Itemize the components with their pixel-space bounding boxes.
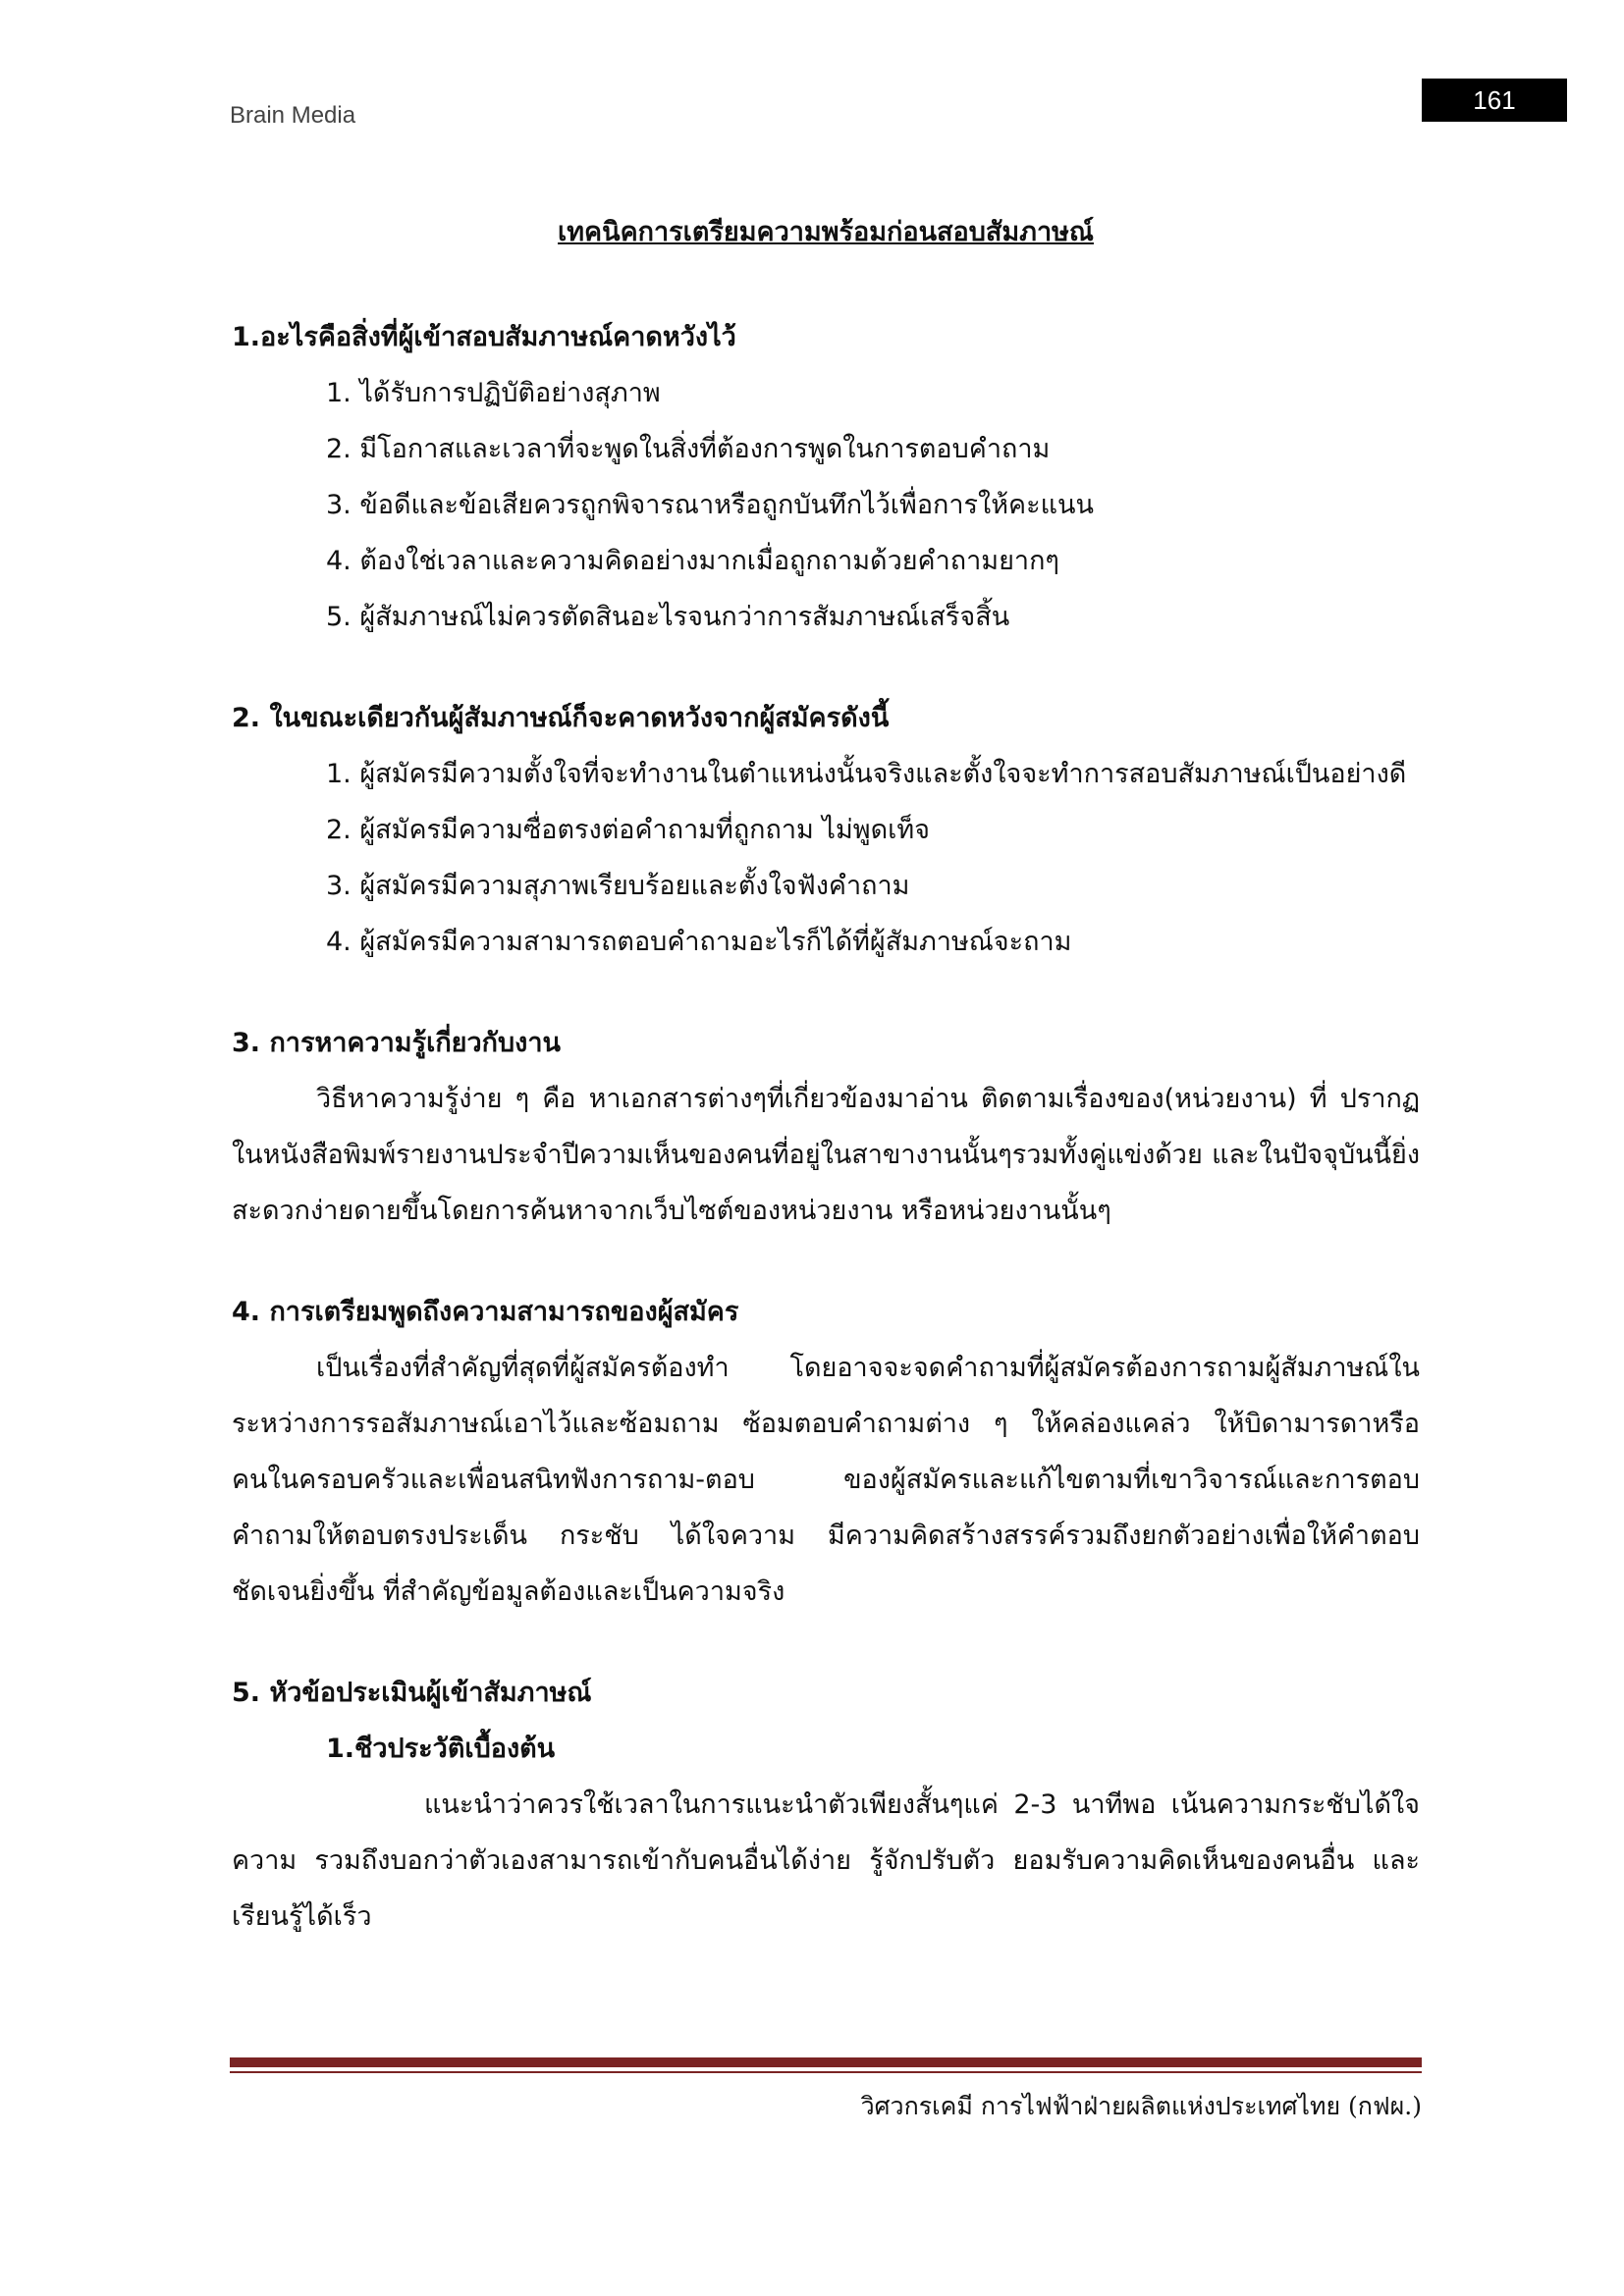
section-heading: 4. การเตรียมพูดถึงความสามารถของผู้สมัคร: [232, 1297, 739, 1327]
footer-divider-thin: [230, 2071, 1422, 2073]
footer-text: วิศวกรเคมี การไฟฟ้าฝ่ายผลิตแห่งประเทศไทย (กฟผ.): [860, 2092, 1422, 2120]
page-number-badge: 161: [1422, 79, 1567, 122]
list-item: 1. ได้รับการปฏิบัติอย่างสุภาพ: [326, 378, 661, 408]
publisher-name: Brain Media: [230, 102, 356, 129]
section-paragraph: เป็นเรื่องที่สำคัญที่สุดที่ผู้สมัครต้องทำ โดยอาจจะจดคำถามที่ผู้สมัครต้องการถามผู้สัมภาษณ์ในระหว่างการรอสัมภาษณ์เอาไว้และซ้อมถาม ซ้อมตอบคำถามต่าง ๆ ให้คล่องแคล่ว ให้บิดามารดาหรือคนในครอบครัวและเพื่อนสนิทฟังการถาม-ตอบ ของผู้สมัครและแก้ไขตามที่เขาวิจารณ์และการตอบคำถามให้ตอบตรงประเด็น กระชับ ได้ใจความ มีความคิดสร้างสรรค์รวมถึงยกตัวอย่างเพื่อให้คำตอบชัดเจนยิ่งขึ้น ที่สำคัญข้อมูลต้องและเป็นความจริง: [232, 1353, 1420, 1607]
interviewer-expectation-list: [232, 746, 1420, 970]
list-item: 4. ผู้สมัครมีความสามารถตอบคำถามอะไรก็ได้ที่ผู้สัมภาษณ์จะถาม: [326, 927, 1072, 957]
section-1: [232, 309, 1420, 645]
list-item: 4. ต้องใช่เวลาและความคิดอย่างมากเมื่อถูกถามด้วยคำถามยากๆ: [326, 546, 1059, 576]
subsection-heading: 1.ชีวประวัติเบื้องต้น: [326, 1734, 556, 1764]
section-heading: 5. หัวข้อประเมินผู้เข้าสัมภาษณ์: [232, 1678, 592, 1708]
document-body: [232, 204, 1420, 1990]
section-paragraph: แนะนำว่าควรใช้เวลาในการแนะนำตัวเพียงสั้นๆแค่ 2-3 นาทีพอ เน้นความกระชับได้ใจความ รวมถึงบอกว่าตัวเองสามารถเข้ากับคนอื่นได้ง่าย รู้จักปรับตัว ยอมรับความคิดเห็นของคนอื่น และเรียนรู้ได้เร็ว: [232, 1789, 1420, 1932]
document-title: เทคนิคการเตรียมความพร้อมก่อนสอบสัมภาษณ์: [558, 217, 1094, 247]
section-2: [232, 690, 1420, 970]
section-heading: 3. การหาความรู้เกี่ยวกับงาน: [232, 1028, 561, 1058]
list-item: 2. มีโอกาสและเวลาที่จะพูดในสิ่งที่ต้องการพูดในการตอบคำถาม: [326, 434, 1051, 464]
list-item: 5. ผู้สัมภาษณ์ไม่ควรตัดสินอะไรจนกว่าการสัมภาษณ์เสร็จสิ้น: [326, 602, 1010, 632]
section-heading: 1.อะไรคือสิ่งที่ผู้เข้าสอบสัมภาษณ์คาดหวังไว้: [232, 322, 736, 352]
list-item: 1. ผู้สมัครมีความตั้งใจที่จะทำงานในตำแหน่งนั้นจริงและตั้งใจจะทำการสอบสัมภาษณ์เป็นอย่างดี: [326, 759, 1407, 789]
list-item: 3. ข้อดีและข้อเสียควรถูกพิจารณาหรือถูกบันทึกไว้เพื่อการให้คะแนน: [326, 490, 1094, 520]
list-item: 2. ผู้สมัครมีความซื่อตรงต่อคำถามที่ถูกถาม ไม่พูดเท็จ: [326, 815, 930, 845]
section-paragraph: วิธีหาความรู้ง่าย ๆ คือ หาเอกสารต่างๆที่เกี่ยวข้องมาอ่าน ติดตามเรื่องของ(หน่วยงาน) ที่ ปรากฏในหนังสือพิมพ์รายงานประจำปีความเห็นของคนที่อยู่ในสาขางานนั้นๆรวมทั้งคู่แข่งด้วย และในปัจจุบันนี้ยิ่งสะดวกง่ายดายขึ้นโดยการค้นหาจากเว็บไซต์ของหน่วยงาน หรือหน่วยงานนั้นๆ: [232, 1084, 1420, 1226]
section-4: [232, 1284, 1420, 1620]
footer-divider: [230, 2057, 1422, 2067]
expectation-list: [232, 365, 1420, 645]
list-item: 3. ผู้สมัครมีความสุภาพเรียบร้อยและตั้งใจฟังคำถาม: [326, 871, 910, 901]
section-3: [232, 1015, 1420, 1239]
section-5: [232, 1665, 1420, 1945]
section-heading: 2. ในขณะเดียวกันผู้สัมภาษณ์ก็จะคาดหวังจากผู้สมัครดังนี้: [232, 703, 890, 733]
